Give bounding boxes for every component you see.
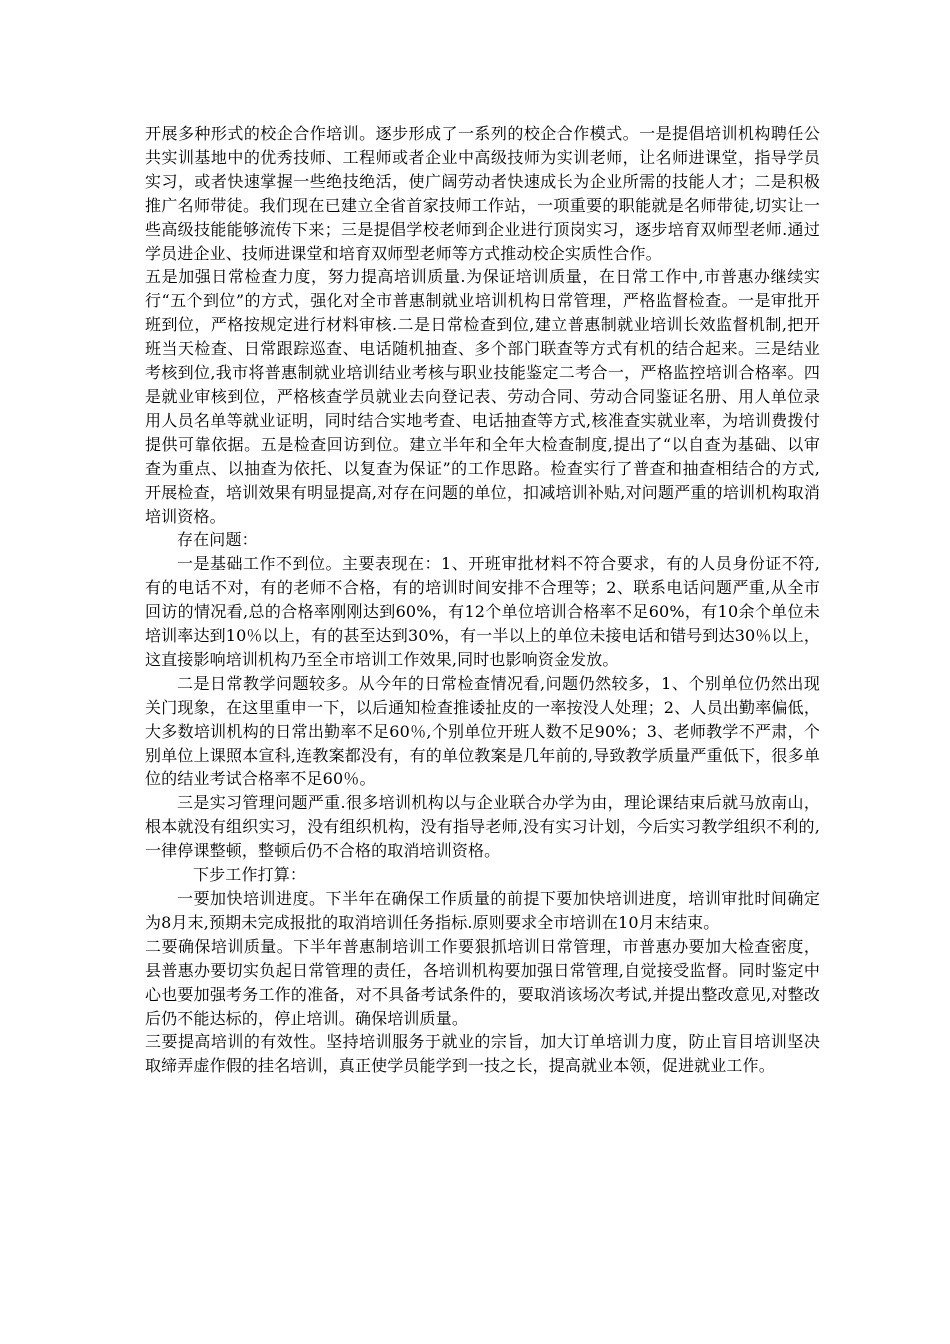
paragraph-plan-progress: 一要加快培训进度。下半年在确保工作质量的前提下要加快培训进度，培训审批时间确定为8月末,预期未完成报批的取消培训任务指标.原则要求全市培训在10月末结束。 — [145, 889, 820, 932]
paragraph-daily-inspection: 五是加强日常检查力度，努力提高培训质量.为保证培训质量，在日常工作中,市普惠办继续实行“五个到位”的方式，强化对全市普惠制就业培训机构日常管理，严格监督检查。一是审批开班到位，严格按规定进行材料审核.二是日常检查到位,建立普惠制就业培训长效监督机制,把开班当天检查、日常跟踪巡查、电话随机抽查、多个部门联查等方式有机的结合起来。三是结业考核到位,我市将普惠制就业培训结业考核与职业技能鉴定二考合一，严格监控培训合格率。四是就业审核到位，严格核查学员就业去向登记表、劳动合同、劳动合同鉴证名册、用人单位录用人员名单等就业证明，同时结合实地考查、电话抽查等方式,核准查实就业率，为培训费拨付提供可靠依据。五是检查回访到位。建立半年和全年大检查制度,提出了“以自查为基础、以审查为重点、以抽查为依托、以复查为保证”的工作思路。检查实行了普查和抽查相结合的方式,开展检查，培训效果有明显提高,对存在问题的单位，扣减培训补贴,对问题严重的培训机构取消培训资格。 — [145, 267, 820, 526]
paragraph-plan-quality: 二要确保培训质量。下半年普惠制培训工作要狠抓培训日常管理，市普惠办要加大检查密度，县普惠办要切实负起日常管理的责任，各培训机构要加强日常管理,自觉接受监督。同时鉴定中心也要加强考务工作的准备，对不具备考试条件的，要取消该场次考试,并提出整改意见,对整改后仍不能达标的，停止培训。确保培训质量。 — [145, 936, 820, 1028]
paragraph-school-enterprise: 开展多种形式的校企合作培训。逐步形成了一系列的校企合作模式。一是提倡培训机构聘任公共实训基地中的优秀技师、工程师或者企业中高级技师为实训老师，让名师进课堂，指导学员实习，或者快速掌握一些绝技绝活，使广阔劳动者快速成长为企业所需的技能人才；二是积极推广名师带徒。我们现在已建立全省首家技师工作站，一项重要的职能就是名师带徒,切实让一些高级技能能够流传下来；三是提倡学校老师到企业进行顶岗实习，逐步培育双师型老师.通过学员进企业、技师进课堂和培育双师型老师等方式推动校企实质性合作。 — [145, 124, 820, 263]
heading-next-steps: 下步工作打算： — [193, 865, 307, 885]
paragraph-problem-internship: 三是实习管理问题严重.很多培训机构以与企业联合办学为由，理论课结束后就马放南山，根本就没有组织实习，没有组织机构，没有指导老师,没有实习计划，今后实习教学组织不利的,一律停课整顿，整顿后仍不合格的取消培训资格。 — [145, 793, 820, 861]
paragraph-problem-basic-work: 一是基础工作不到位。主要表现在：1、开班审批材料不符合要求，有的人员身份证不符,有的电话不对，有的老师不合格，有的培训时间安排不合理等；2、联系电话问题严重,从全市回访的情况看,总的合格率刚刚达到60%，有12个单位培训合格率不足60%，有10余个单位未培训率达到10％以上，有的甚至达到30%，有一半以上的单位未接电话和错号到达30％以上，这直接影响培训机构乃至全市培训工作效果,同时也影响资金发放。 — [145, 554, 820, 669]
heading-existing-problems: 存在问题： — [177, 530, 258, 550]
paragraph-problem-teaching: 二是日常教学问题较多。从今年的日常检查情况看,问题仍然较多，1、个别单位仍然出现关门现象，在这里重申一下，以后通知检查推诿扯皮的一率按没人处理；2、人员出勤率偏低，大多数培训机构的日常出勤率不足60％,个别单位开班人数不足90%；3、老师教学不严肃，个别单位上课照本宣科,连教案都没有，有的单位教案是几年前的,导致教学质量严重低下，很多单位的结业考试合格率不足60％。 — [145, 673, 820, 789]
paragraph-plan-effectiveness: 三要提高培训的有效性。坚持培训服务于就业的宗旨，加大订单培训力度，防止盲目培训坚决取缔弄虚作假的挂名培训，真正使学员能学到一技之长，提高就业本领，促进就业工作。 — [145, 1032, 820, 1076]
document-body — [145, 122, 820, 1078]
